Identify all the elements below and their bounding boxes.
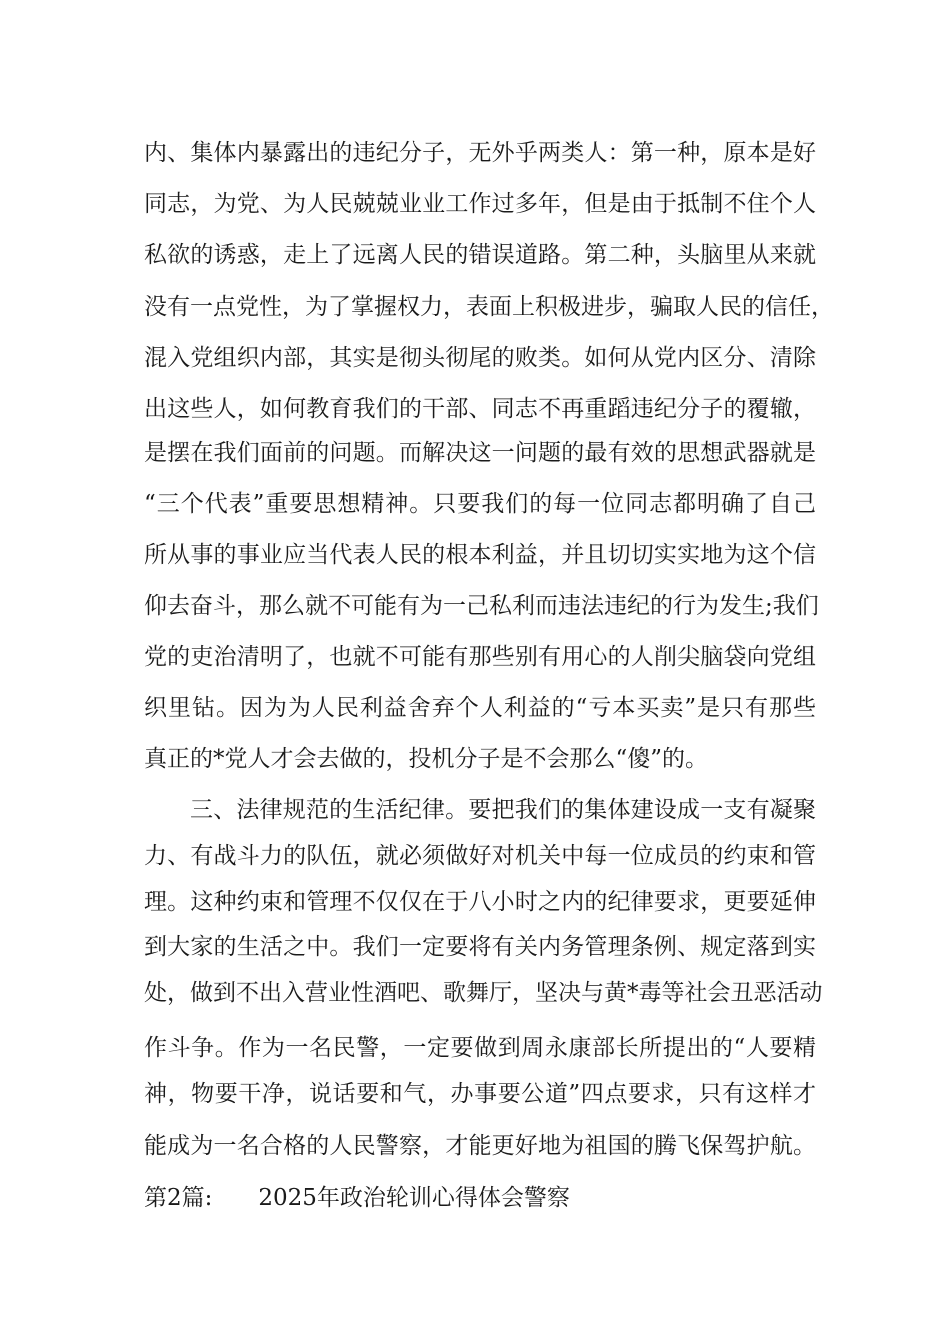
- paragraph-line: 神，物要干净，说话要和气，办事要公道”四点要求，只有这样才: [144, 1081, 816, 1107]
- paragraph-line: “三个代表”重要思想精神。只要我们的每一位同志都明确了自己: [144, 491, 816, 517]
- paragraph-line: 混入党组织内部，其实是彻头彻尾的败类。如何从党内区分、清除: [144, 345, 816, 371]
- paragraph-line: 力、有战斗力的队伍，就必须做好对机关中每一位成员的约束和管: [144, 843, 816, 869]
- paragraph-line: 同志，为党、为人民兢兢业业工作过多年，但是由于抵制不住个人: [144, 191, 816, 217]
- paragraph-line: 理。这种约束和管理不仅仅在于八小时之内的纪律要求，更要延伸: [144, 889, 816, 915]
- section-title: 2025年政治轮训心得体会警察: [258, 1185, 570, 1211]
- paragraph-line: 党的吏治清明了，也就不可能有那些别有用心的人削尖脑袋向党组: [144, 644, 816, 670]
- paragraph-line: 作斗争。作为一名民警，一定要做到周永康部长所提出的“人要精: [144, 1035, 816, 1061]
- paragraph-line: 能成为一名合格的人民警察，才能更好地为祖国的腾飞保驾护航。: [144, 1133, 816, 1159]
- paragraph-line: 没有一点党性，为了掌握权力，表面上积极进步，骗取人民的信任，: [144, 294, 834, 320]
- paragraph-line: 出这些人，如何教育我们的干部、同志不再重蹈违纪分子的覆辙，: [144, 396, 816, 422]
- paragraph-line: 私欲的诱惑，走上了远离人民的错误道路。第二种，头脑里从来就: [144, 242, 816, 268]
- paragraph-line: 三、法律规范的生活纪律。要把我们的集体建设成一支有凝聚: [190, 797, 816, 823]
- section-heading: [144, 1181, 570, 1215]
- section-label: 第2篇:: [144, 1185, 213, 1211]
- paragraph-line: 仰去奋斗，那么就不可能有为一己私利而违法违纪的行为发生;我们: [144, 593, 819, 619]
- paragraph-line: 内、集体内暴露出的违纪分子，无外乎两类人：第一种，原本是好: [144, 140, 816, 166]
- paragraph-line: 是摆在我们面前的问题。而解决这一问题的最有效的思想武器就是: [144, 440, 816, 466]
- paragraph-line: 所从事的事业应当代表人民的根本利益，并且切切实实地为这个信: [144, 542, 816, 568]
- paragraph-line: 织里钻。因为为人民利益舍弃个人利益的“亏本买卖”是只有那些: [144, 695, 816, 721]
- paragraph-line: 真正的*党人才会去做的，投机分子是不会那么“傻”的。: [144, 746, 709, 772]
- paragraph-line: 处，做到不出入营业性酒吧、歌舞厅，坚决与黄*毒等社会丑恶活动: [144, 980, 823, 1006]
- paragraph-line: 到大家的生活之中。我们一定要将有关内务管理条例、规定落到实: [144, 934, 816, 960]
